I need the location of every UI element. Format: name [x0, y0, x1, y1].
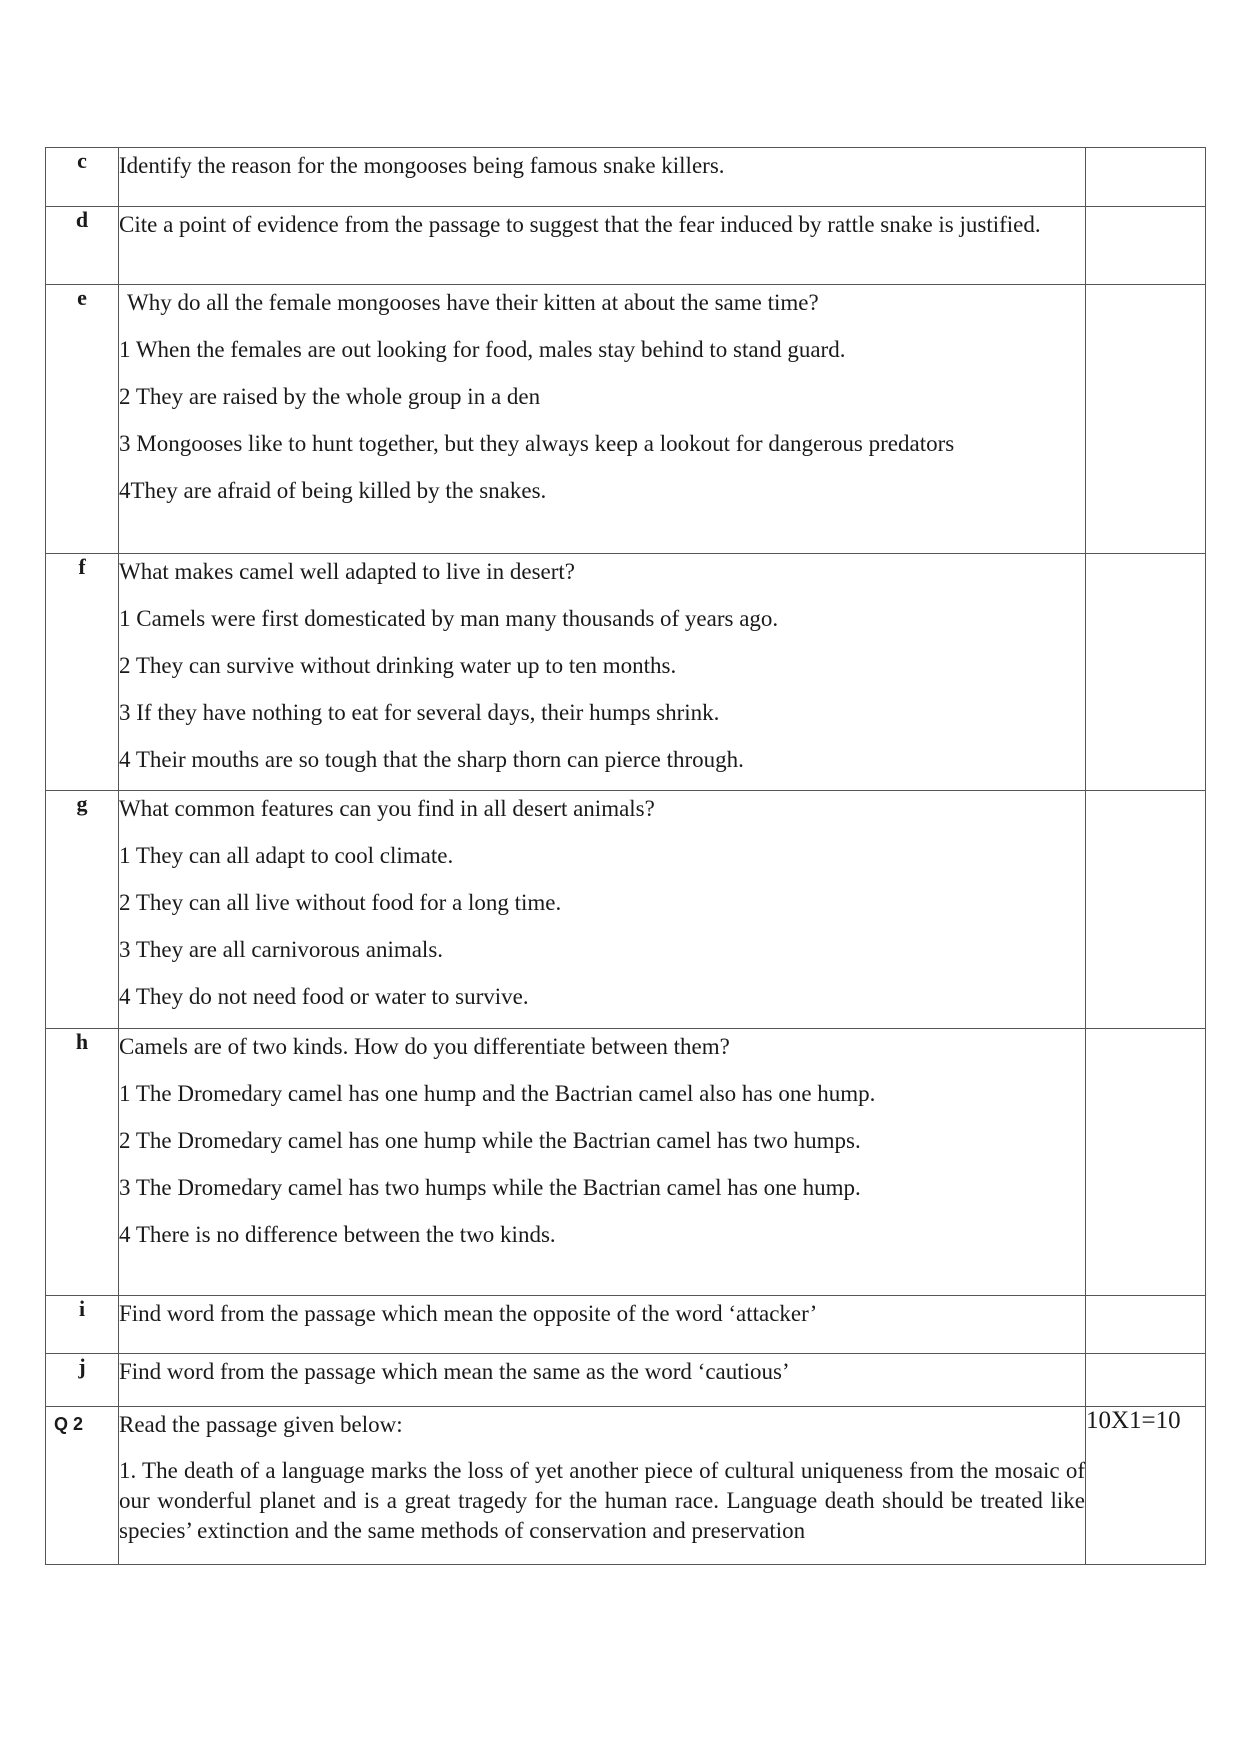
option-2: 2 They can survive without drinking water up to ten months. [119, 653, 677, 678]
question-text: Identify the reason for the mongooses being famous snake killers. [119, 153, 725, 178]
option-4: 4They are afraid of being killed by the snakes. [119, 478, 547, 503]
option-3: 3 The Dromedary camel has two humps while the Bactrian camel has one hump. [119, 1175, 861, 1200]
question-text: Read the passage given below: [119, 1412, 403, 1437]
question-label: f [46, 554, 119, 791]
question-content [119, 1029, 1086, 1296]
question-row-c [46, 148, 1206, 207]
question-content [119, 285, 1086, 554]
question-label: i [46, 1296, 119, 1354]
marks-cell [1086, 1029, 1206, 1296]
marks-cell [1086, 554, 1206, 791]
question-text: Find word from the passage which mean the opposite of the word ‘attacker’ [119, 1301, 818, 1326]
option-3: 3 Mongooses like to hunt together, but they always keep a lookout for dangerous predators [119, 431, 955, 456]
question-text: Camels are of two kinds. How do you differentiate between them? [119, 1034, 730, 1059]
question-text: What common features can you find in all desert animals? [119, 796, 655, 821]
option-1: 1 The Dromedary camel has one hump and the Bactrian camel also has one hump. [119, 1081, 876, 1106]
question-label: g [46, 791, 119, 1029]
option-4: 4 There is no difference between the two kinds. [119, 1222, 556, 1247]
marks-cell [1086, 207, 1206, 285]
option-2: 2 They are raised by the whole group in a den [119, 384, 541, 409]
question-content [119, 1296, 1086, 1354]
option-3: 3 If they have nothing to eat for several days, their humps shrink. [119, 700, 720, 725]
question-row-g [46, 791, 1206, 1029]
question-row-f [46, 554, 1206, 791]
question-content [119, 554, 1086, 791]
passage-paragraph: 1. The death of a language marks the loss of yet another piece of cultural uniqueness from the mosaic of our wonderful planet and is a great tragedy for the human race. Language death should be treated like species’ extinction and the same methods of conservation and preservation [119, 1458, 1085, 1543]
option-3: 3 They are all carnivorous animals. [119, 937, 444, 962]
question-text: Find word from the passage which mean the same as the word ‘cautious’ [119, 1359, 790, 1384]
question-label: j [46, 1354, 119, 1407]
question-row-q2 [46, 1407, 1206, 1565]
question-row-j [46, 1354, 1206, 1407]
question-row-h [46, 1029, 1206, 1296]
option-1: 1 When the females are out looking for food, males stay behind to stand guard. [119, 337, 846, 362]
marks-cell [1086, 1296, 1206, 1354]
question-content [119, 148, 1086, 207]
question-label: h [46, 1029, 119, 1296]
option-2: 2 They can all live without food for a long time. [119, 890, 562, 915]
question-content [119, 1407, 1086, 1565]
marks-cell [1086, 1354, 1206, 1407]
question-content [119, 791, 1086, 1029]
option-2: 2 The Dromedary camel has one hump while the Bactrian camel has two humps. [119, 1128, 861, 1153]
question-content [119, 207, 1086, 285]
question-label: d [46, 207, 119, 285]
question-table [45, 147, 1206, 1565]
question-text: What makes camel well adapted to live in desert? [119, 559, 575, 584]
marks-cell [1086, 791, 1206, 1029]
question-label: e [46, 285, 119, 554]
option-1: 1 They can all adapt to cool climate. [119, 843, 454, 868]
question-text: Cite a point of evidence from the passage to suggest that the fear induced by rattle snake is justified. [119, 212, 1041, 237]
option-1: 1 Camels were first domesticated by man many thousands of years ago. [119, 606, 779, 631]
marks-cell [1086, 285, 1206, 554]
question-label: c [46, 148, 119, 207]
question-content [119, 1354, 1086, 1407]
question-row-i [46, 1296, 1206, 1354]
question-text: Why do all the female mongooses have their kitten at about the same time? [127, 290, 819, 315]
marks-cell [1086, 148, 1206, 207]
question-row-d [46, 207, 1206, 285]
question-row-e [46, 285, 1206, 554]
question-label: Q 2 [46, 1407, 119, 1565]
marks-value: 10X1=10 [1086, 1407, 1206, 1565]
option-4: 4 Their mouths are so tough that the sharp thorn can pierce through. [119, 747, 744, 772]
option-4: 4 They do not need food or water to survive. [119, 984, 529, 1009]
